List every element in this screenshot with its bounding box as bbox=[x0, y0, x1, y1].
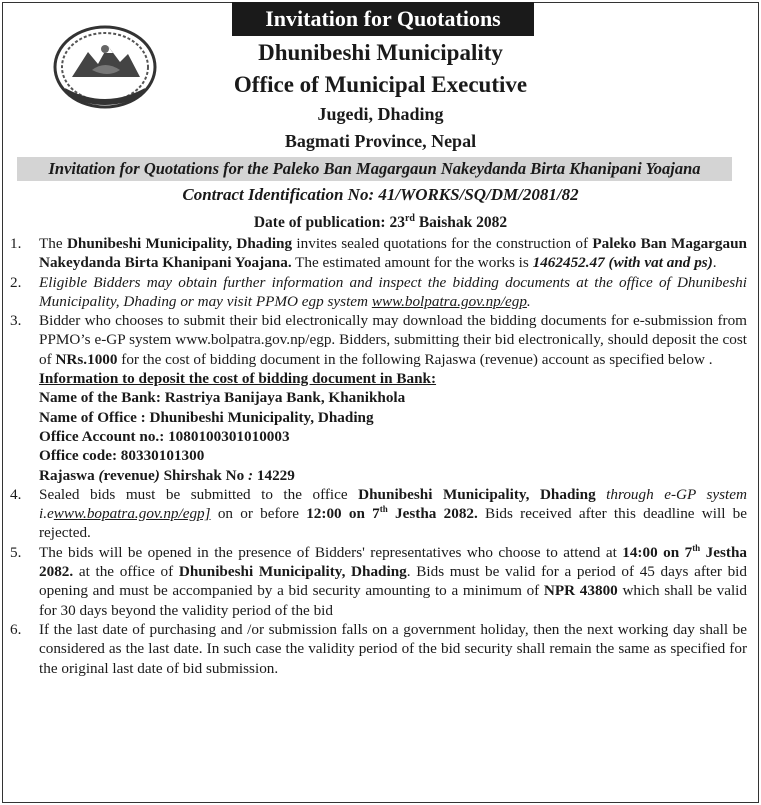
notice-body bbox=[10, 234, 747, 678]
clause-number: 3. bbox=[10, 312, 22, 330]
publication-date: Date of publication: 23rd Baishak 2082 bbox=[253, 212, 508, 231]
bank-name: Name of the Bank: Rastriya Banijaya Bank, Khanikhola bbox=[39, 389, 406, 407]
clause-1: 1. The Dhunibeshi Municipality, Dhading invites sealed quotations for the construction of Paleko Ban Magargaun Nakeydanda Birta Khanipani Yoajana. The estimated amount for the works is 1462452.47 (with vat and ps). bbox=[10, 235, 747, 272]
clause-number: 6. bbox=[10, 620, 22, 638]
contract-identification: Contract Identification No: 41/WORKS/SQ/DM/2081/82 bbox=[182, 185, 579, 204]
clause-3: 3. Bidder who chooses to submit their bid electronically may download the bidding documents for e-submission from PPMO’s e-GP system www.bolpatra.gov.np/egp. Bidders, submitting their bid electronically, should deposit the cost of NRs.1000 for the cost of bidding document in the following Rajaswa (revenue) account as specified below . bbox=[10, 312, 747, 368]
municipality-name: Dhunibeshi Municipality bbox=[258, 40, 503, 65]
office-code: Office code: 80330101300 bbox=[39, 447, 205, 465]
office-name-line: Name of Office : Dhunibeshi Municipality, Dhading bbox=[39, 408, 374, 426]
clause-number: 4. bbox=[10, 485, 22, 503]
bank-info bbox=[10, 369, 747, 485]
notice-title: Invitation for Quotations bbox=[232, 2, 534, 36]
rajaswa-shirshak: Rajaswa (revenue) Shirshak No : 14229 bbox=[39, 466, 295, 484]
subject-heading: Invitation for Quotations for the Paleko Ban Magargaun Nakeydanda Birta Khanipani Yoajana bbox=[17, 157, 732, 181]
clause-4: 4. Sealed bids must be submitted to the office Dhunibeshi Municipality, Dhading through e-GP system i.ewww.bopatra.gov.np/egp] on or before 12:00 on 7th Jestha 2082. Bids received after this deadline will be rejected. bbox=[10, 485, 748, 542]
clause-6: 6. If the last date of purchasing and /or submission falls on a government holiday, then the next working day shall be considered as the last date. In such case the validity period of the bid security shall remain the same as specified for the original last date of bid submission. bbox=[10, 620, 747, 677]
clause-5: 5. The bids will be opened in the presence of Bidders' representatives who choose to attend at 14:00 on 7th Jestha 2082. at the office of Dhunibeshi Municipality, Dhading. Bids must be valid for a period of 45 days after bid opening and must be accompanied by a bid security amounting to a minimum of NPR 43800 which shall be valid for 30 days beyond the validity period of the bid bbox=[10, 542, 747, 619]
province-name: Bagmati Province, Nepal bbox=[284, 131, 477, 151]
clause-2: 2. Eligible Bidders may obtain further information and inspect the bidding documents at the office of Dhunibeshi Municipality, Dhading or may visit PPMO egp system www.bolpatra.gov.np/egp. bbox=[10, 273, 747, 310]
clause-number: 5. bbox=[10, 543, 22, 561]
bank-info-heading: Information to deposit the cost of bidding document in Bank: bbox=[39, 370, 437, 388]
estimated-amount: 1462452.47 (with vat and ps) bbox=[532, 254, 713, 272]
clause-number: 1. bbox=[10, 235, 22, 252]
office-location: Jugedi, Dhading bbox=[317, 104, 444, 124]
bolpatra-link[interactable]: www.bopatra.gov.np/egp] bbox=[53, 505, 211, 523]
office-account: Office Account no.: 1080100301010003 bbox=[39, 427, 290, 445]
office-name: Office of Municipal Executive bbox=[233, 72, 528, 97]
clause-number: 2. bbox=[10, 273, 22, 291]
nepal-emblem-logo bbox=[50, 22, 160, 112]
egp-link[interactable]: www.bolpatra.gov.np/egp bbox=[371, 292, 527, 310]
